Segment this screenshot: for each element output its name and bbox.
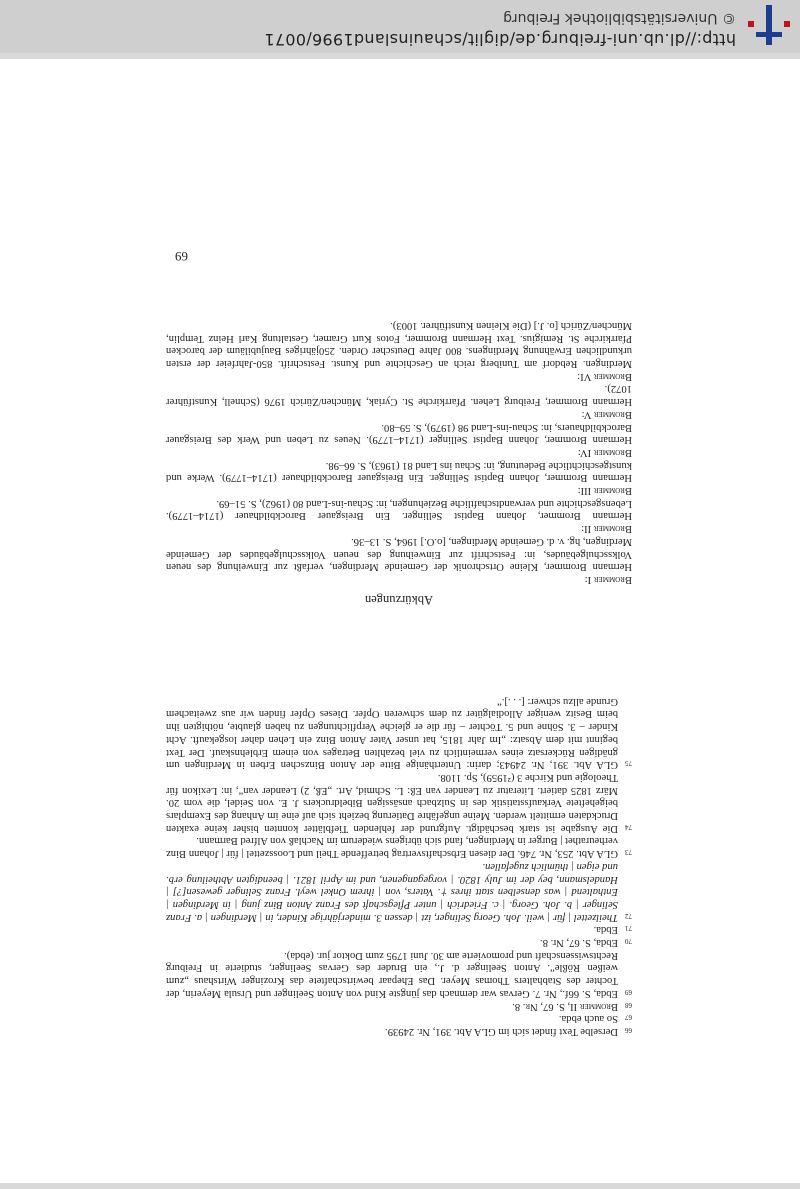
footnote: 69 Ebda, S. 66f., Nr. 7. Gervas war demnach das jüngste Kind von Anton Seelinger und Ursula Meyerin, der Tochter des Stabhalters Thomas Meyer. Das Ehepaar bewirtschaftete das Krozinger Wirtshaus „zum weißen Rößle“. Anton Seelinger d. J., ein Bruder des Gervas Seelinger, studierte in Freiburg Rechtswissenschaft und promovierte am 30. Juni 1795 zum Doktor jur. (ebda). [166,949,632,999]
abbreviation-entry: Brommer I: Hermann Brommer, Kleine Ortschronik der Gemeinde Merdingen, verfaßt zur Einweihung des neuen Volksschulgebäudes, in: Festschrift zur Einweihung des neuen Volksschulgebäudes der Gemeinde Merdingen, hg. v. d. Gemeinde Merdingen, [o.O.] 1964, S. 13–36. [166,535,632,585]
abbreviation-entry: Brommer III: Hermann Brommer, Johann Baptist Sellinger. Ein Breisgauer Barockbildhauer (1714–1779). Werke und kunstgeschichtliche Bedeutung, in: Schau ins Land 81 (1963), S. 66–98. [166,459,632,497]
footnote: 67 So auch ebda. [558,1013,632,1025]
footnote: 72 Theilzettel | für | weil. Joh. Georg Selinger, izt | dessen 3. minderjährige Kinder, in | Merdingen | a. Franz Selinger | b. Joh. Georg. | c. Friedrich | unter Pflegschaft des Franz Anton Binz jung | in Merdingen | Enthaltend | was denselben statt ihres †. Vaters, von | ihrem Onkel weyl. Franz Selinger gewesen[?] | Handelsmann, bey der im July 1820. | vorgegangenen, und im April 1821. | beendigten Abtheilung erb. und eigen | thümlich zugefallen. [166,860,632,923]
abbreviation-entry: Brommer V: Hermann Brommer, Freiburg Lehen. Pfarrkirche St. Cyriak, München/Zürich 1976 (Schnell, Kunstführer 1072). [166,383,632,420]
footnote: 66 Derselbe Text findet sich im GLA Abt. 391, Nr. 24939. [385,1026,632,1037]
abbreviations-list [166,318,632,585]
footnote: 74 Die Ausgabe ist stark beschädigt. Aufgrund der fehlenden Tiefblätter konnten bisher keine exakten Druckdaten ermittelt werden. Meine ungefähre Datierung bezieht sich auf eine im Anhang des Exemplars beigeheftete Verkaufsstatistik des in Sulzbach ansässigen Bibeldruckers J. E. von Seidel, die vom 20. März 1825 datiert. Literatur zu Leander van Eß: L. Schmid, Art. „Eß, 2) Leander van“, in: Lexikon für Theologie und Kirche 3 (²1959), Sp. 1108. [166,771,632,834]
document-url[interactable]: http://dl.ub.uni-freiburg.de/diglit/schauinsland1996/0071 [264,30,736,49]
footnote: 73 GLA Abt. 253, Nr. 746. Der diesen Erbschaftsvertrag betreffende Theil und Loosszettel | für | Johann Binz verheurathet | Burger in Merdingen, fand sich übrigens wiederum im Nachlaß von Alfred Barmann. [166,835,632,860]
footnote: 70 Ebda, S. 67, Nr. 8. [540,937,632,949]
ub-freiburg-logo [746,5,792,45]
footnote: 75 GLA Abt. 391, Nr. 24943; darin: Unterthänige Bitte der Anton Binzschen Erben in Merdingen um gnädigen Rückersatz eines vermeintlich zu viel bezahlten Betrages von einem Erblehnskauf. Der Text beginnt mit dem Absatz: „Im Jahr 1815, hat unser Vater Anton Binz ein Lehen daher losgekauft. Acht Kinder – 3. Söhne und 5. Töchter – für die er gleiche Verpflichtungen zu haben glaubte, nöthigten ihn beim Besitz weniger Allodialgüter zu dem schweren Opfer. Dieses Opfer finden wir aus zweitachem Grunde allzu schwer: [. . .].“ [166,695,632,771]
page-number: 69 [175,249,188,264]
abbreviation-entry: Brommer II: Hermann Brommer, Johann Baptist Sellinger. Ein Breisgauer Barockbildhauer (1714–1779). Lebensgeschichte und verwandtschaftliche Beziehungen, in: Schau-ins-Land 80 (1962), S. 51–69. [166,497,632,535]
footnote: 71 Ebda. [593,924,632,936]
abbreviation-entry: Brommer VI: Merdingen. Rebdorf am Tuniberg reich an Geschichte und Kunst. Festschrift. 850-Jahrfeier der ersten urkundlichen Erwähnung Merdingens. 800 Jahre Deutscher Orden. 250jähriges Baujubiläum der barocken Pfarrkirche St. Remigius. Text Hermann Brommer, Fotos Kurt Gramer, Gestaltung Karl Heinz Templin, München/Zürich [o. J.] (Die Kleinen Kunstführer. 1003). [166,319,632,382]
footnotes-section [166,694,632,1037]
abbreviation-entry: Brommer IV: Hermann Brommer, Johann Baptist Sellinger (1714–1779). Neues zu Leben und Werk des Breisgauer Barockbildhauers, in: Schau-ins-Land 98 (1979), S. 59–80. [166,421,632,458]
header-divider [0,53,800,59]
footnote: 68 Brommer II, S. 67, Nr. 8. [512,1000,632,1012]
copyright-notice: © Universitätsbibliothek Freiburg [503,10,736,26]
footer-divider [0,1183,800,1189]
abbreviations-heading: Abkürzungen [364,593,434,607]
